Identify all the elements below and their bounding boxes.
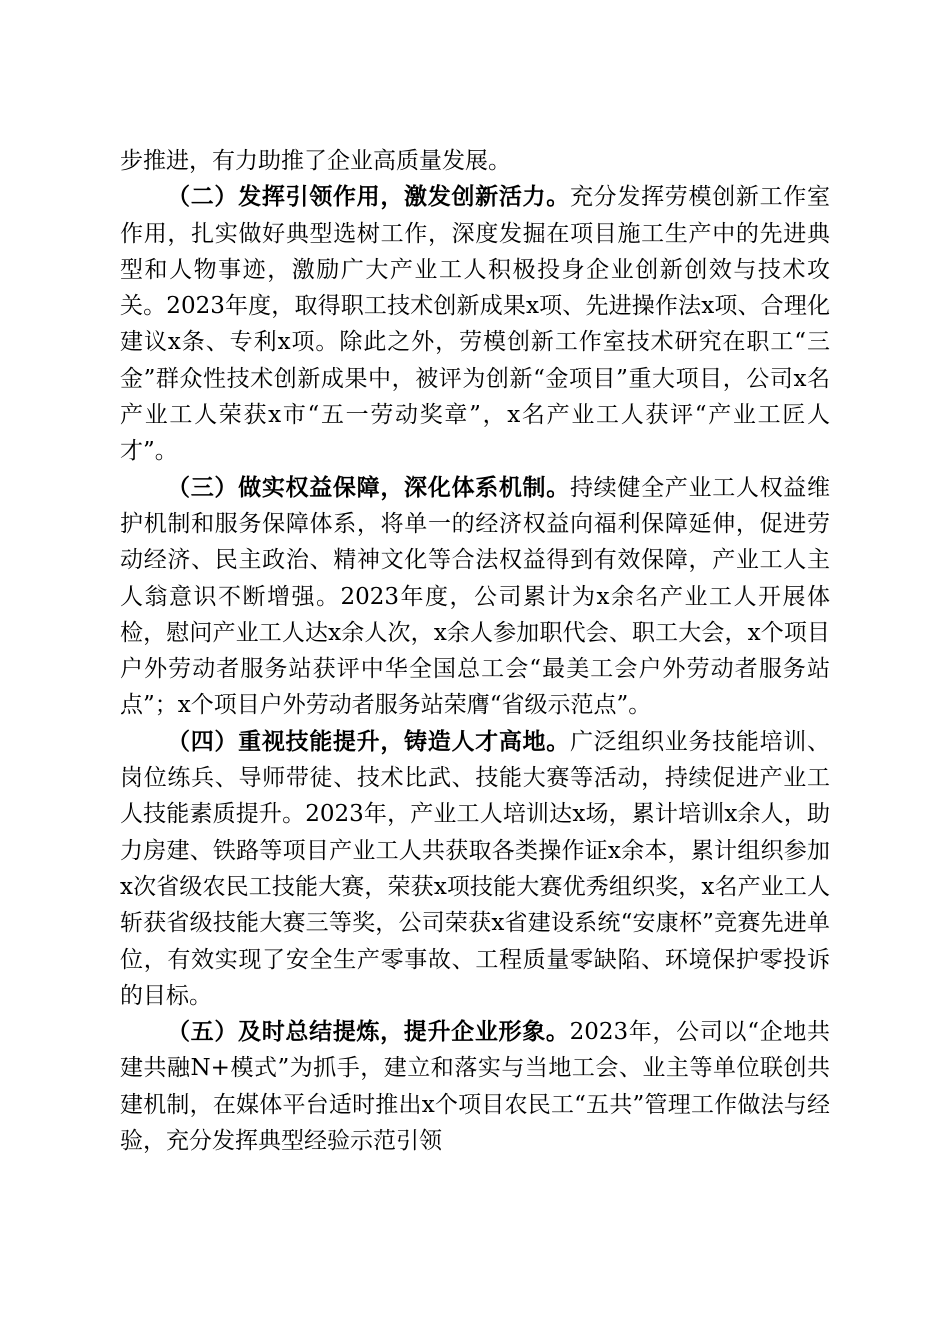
section-heading: （五）及时总结提炼，提升企业形象。 xyxy=(167,1018,570,1046)
section-heading: （三）做实权益保障，深化体系机制。 xyxy=(167,473,570,501)
paragraph-body: 充分发挥劳模创新工作室作用，扎实做好典型选树工作，深度发掘在项目施工生产中的先进典型和人物事迹，激励广大产业工人积极投身企业创新创效与技术攻关。2023年度，取得职工技术创新成果x项、先进操作法x项、合理化建议x条、专利x项。除此之外，劳模创新工作室技术研究在职工“三金”群众性技术创新成果中，被评为创新“金项目”重大项目，公司x名产业工人荣获x市“五一劳动奖章”，x名产业工人获评“产业工匠人才”。 xyxy=(120,184,831,465)
paragraph-section-3 xyxy=(120,470,830,724)
paragraph-body: 步推进，有力助推了企业高质量发展。 xyxy=(120,148,511,174)
section-heading: （二）发挥引领作用，激发创新活力。 xyxy=(167,183,570,211)
paragraph-continuation xyxy=(120,143,830,179)
paragraph-section-4 xyxy=(120,724,830,1014)
paragraph-body: 持续健全产业工人权益维护机制和服务保障体系，将单一的经济权益向福利保障延伸，促进劳动经济、民主政治、精神文化等合法权益得到有效保障，产业工人主人翁意识不断增强。2023年度，公司累计为x余名产业工人开展体检，慰问产业工人达x余人次，x余人参加职代会、职工大会，x个项目户外劳动者服务站获评中华全国总工会“最美工会户外劳动者服务站点”；x个项目户外劳动者服务站荣膺“省级示范点”。 xyxy=(120,474,831,719)
paragraph-section-2 xyxy=(120,179,830,469)
document-page xyxy=(120,143,830,1159)
paragraph-section-5 xyxy=(120,1014,830,1159)
paragraph-body: 广泛组织业务技能培训、岗位练兵、导师带徒、技术比武、技能大赛等活动，持续促进产业工人技能素质提升。2023年，产业工人培训达x场，累计培训x余人，助力房建、铁路等项目产业工人共获取各类操作证x余本，累计组织参加x次省级农民工技能大赛，荣获x项技能大赛优秀组织奖，x名产业工人斩获省级技能大赛三等奖，公司荣获x省建设系统“安康杯”竞赛先进单位，有效实现了安全生产零事故、工程质量零缺陷、环境保护零投诉的目标。 xyxy=(120,728,831,1009)
paragraph-body: 2023年，公司以“企地共建共融N+模式”为抓手，建立和落实与当地工会、业主等单位联创共建机制，在媒体平台适时推出x个项目农民工“五共”管理工作做法与经验，充分发挥典型经验示范引领 xyxy=(120,1019,830,1155)
section-heading: （四）重视技能提升，铸造人才高地。 xyxy=(167,727,570,755)
